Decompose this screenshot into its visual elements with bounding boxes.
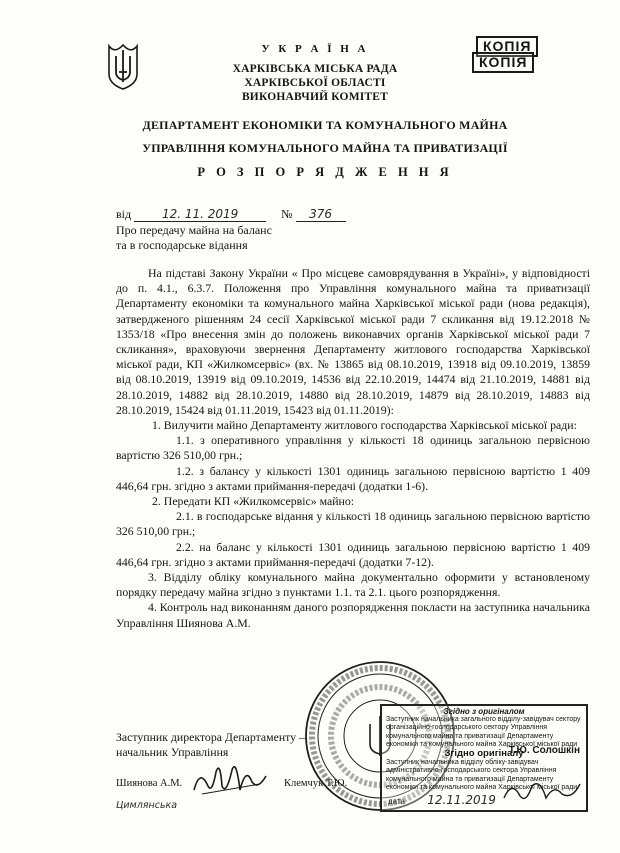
- number-label: №: [281, 207, 293, 221]
- signer-position-line2: начальник Управління: [116, 745, 229, 759]
- document-body: [116, 266, 590, 631]
- document-date: 12. 11. 2019: [134, 207, 266, 222]
- item-1-2: 1.2. з балансу у кількості 1301 одиниць загальною первісною вартістю 1 409 446,64 грн. згідно з актами приймання-передачі (додатки 1-6).: [116, 463, 590, 493]
- item-2-1: 2.1. в господарське відання у кількості 18 одиниць загальною первісною вартістю 326 510,00 грн.;: [116, 509, 590, 539]
- copy-stamp: [466, 36, 606, 82]
- item-1: 1. Вилучити майно Департаменту житлового господарства Харківської міської ради:: [152, 418, 577, 433]
- original-stamp-date-label: дата: [388, 796, 405, 806]
- document-date-line: [116, 207, 346, 222]
- header-committee: ВИКОНАВЧИЙ КОМІТЕТ: [241, 91, 389, 103]
- original-stamp-date-value: 12.11.2019: [427, 792, 496, 807]
- header-region: ХАРКІВСЬКОЇ ОБЛАСТІ: [244, 77, 386, 89]
- original-stamp-text: Заступник начальника загального відділу-завідувач сектору організаційно-господарського сектору Управління комунального майна та приватизації Департаменту економіки та комунального майна Харківської міської ради: [386, 716, 581, 748]
- item-2-2: 2.2. на баланс у кількості 1301 одиниць загальною первісною вартістю 1 409 446,64 грн. згідно з актами приймання-передачі (додатки 7-12).: [116, 539, 590, 569]
- header-country: У К Р А Ї Н А: [261, 43, 369, 55]
- original-stamp-text2: Заступник начальника відділу обліку-завідувач адміністративно-господарського сектора Управління комунального майна та приватизації Департаменту економіки та комунального майна Харківської міської ради: [386, 759, 578, 791]
- signer-name: Клемчук Т.Ю.: [284, 778, 348, 789]
- item-1-1: 1.1. з оперативного управління у кількості 18 одиниць загальною первісною вартістю 326 510,00 грн.;: [116, 433, 590, 463]
- copy-stamp-line2: КОПІЯ: [472, 52, 534, 73]
- item-2: 2. Передати КП «Жилкомсервіс» майно:: [152, 494, 355, 509]
- deputy-name: Шиянова А.М.: [116, 778, 183, 789]
- signer-position-line1: Заступник директора Департаменту –: [116, 730, 305, 744]
- directorate-name: УПРАВЛІННЯ КОМУНАЛЬНОГО МАЙНА ТА ПРИВАТИЗАЦІЇ: [142, 141, 508, 155]
- preamble: На підставі Закону України « Про місцеве самоврядування в Україні», у відповідності до п. 4.1., 6.3.7. Положення про Управління комунального майна та приватизації Департаменту економіки та комунального майна Харківської міської ради (нова редакція), затвердженого рішенням 24 сесії Харківської міської ради 7 скликання від 19.12.2018 № 1353/18 «Про внесення змін до положень виконавчих органів Харківської міської ради 7 скликання», враховуючи звернення Департаменту житлового господарства Харківської міської ради, КП «Жилкомсервіс» (вх. № 13865 від 08.10.2019, 13918 від 09.10.2019, 13859 від 08.10.2019, 13919 від 09.10.2019, 14536 від 22.10.2019, 14474 від 21.10.2019, 14881 від 28.10.2019, 14882 від 28.10.2019, 14880 від 28.10.2019, 14879 від 28.10.2019, 14883 від 28.10.2019, 15424 від 01.11.2019, 15423 від 01.11.2019):: [116, 266, 590, 417]
- original-stamp-title: Згідно з оригіналом: [443, 707, 525, 716]
- original-stamp-name: Т.Ю. Солошкін: [508, 745, 580, 756]
- original-stamp-agreed: Згідно оригіналу: [444, 748, 524, 760]
- stamp-signature: [502, 776, 582, 806]
- document-title: Р О З П О Р Я Д Ж Е Н Н Я: [197, 165, 453, 179]
- copy-stamp-line1: КОПІЯ: [476, 36, 538, 57]
- item-4: 4. Контроль над виконанням даного розпорядження покласти на заступника начальника Управління Шиянова А.М.: [116, 600, 590, 630]
- department-name: ДЕПАРТАМЕНТ ЕКОНОМІКИ ТА КОМУНАЛЬНОГО МАЙНА: [142, 118, 508, 132]
- item-3: 3. Відділу обліку комунального майна документально оформити у встановленому порядку передачу майна згідно з пунктами 1.1. та 2.1. цього розпорядження.: [116, 570, 590, 600]
- subject-line-2: та в господарське відання: [116, 238, 248, 252]
- original-stamp-date: [388, 792, 496, 807]
- handwritten-signature: [190, 756, 270, 800]
- subject-line-1: Про передачу майна на баланс: [116, 223, 272, 237]
- executor-name: Цимлянська: [116, 800, 178, 811]
- original-stamp: [380, 704, 588, 812]
- header-council: ХАРКІВСЬКА МІСЬКА РАДА: [232, 63, 398, 75]
- date-label: від: [116, 207, 132, 221]
- coat-of-arms-icon: [106, 42, 140, 92]
- document-number: 376: [296, 207, 346, 222]
